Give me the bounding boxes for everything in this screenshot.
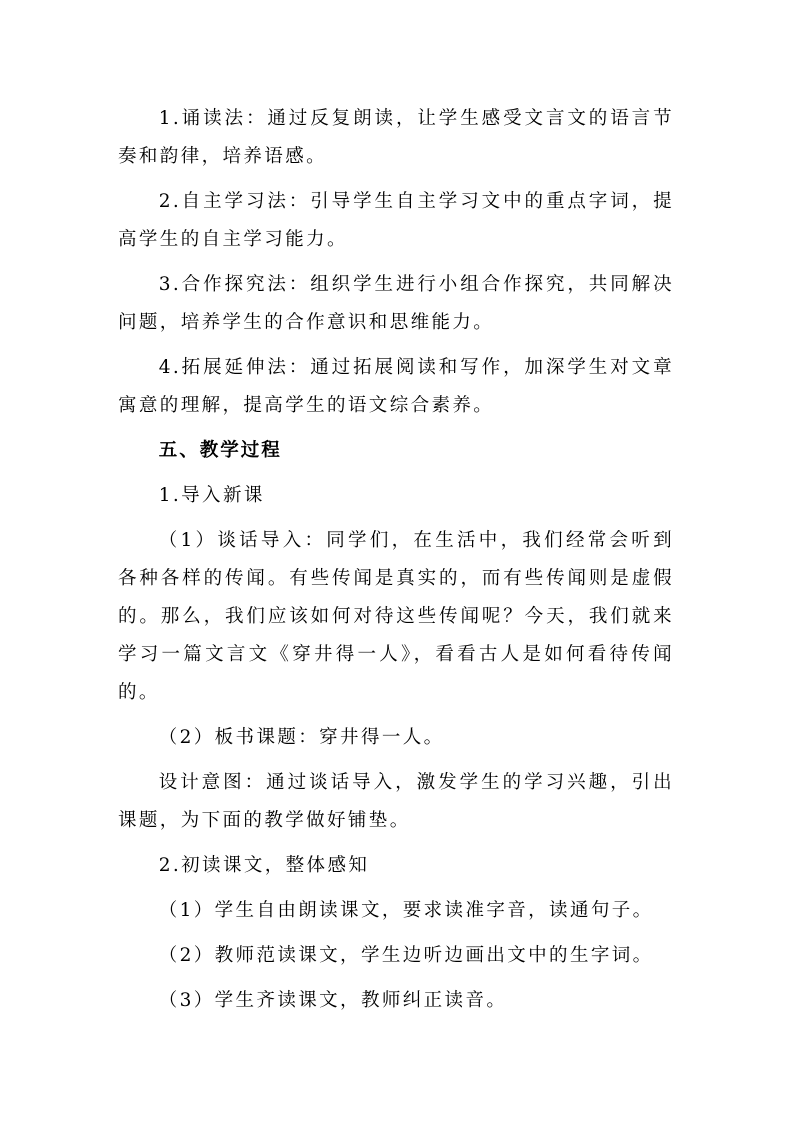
step-2-item-1: （1）学生自由朗读课文，要求读准字音，读通句子。 [158, 900, 654, 921]
section-heading-teaching-process: 五、教学过程 [158, 440, 282, 461]
method-recitation: 1.诵读法：通过反复朗读，让学生感受文言文的语言节奏和韵律，培养语感。 [118, 108, 674, 167]
method-self-study: 2.自主学习法：引导学生自主学习文中的重点字词，提高学生的自主学习能力。 [118, 191, 674, 250]
design-intent: 设计意图：通过谈话导入，激发学生的学习兴趣，引出课题，为下面的教学做好铺垫。 [118, 772, 674, 831]
document-page [118, 100, 674, 1027]
method-extension: 4.拓展延伸法：通过拓展阅读和写作，加深学生对文章寓意的理解，提高学生的语文综合素养。 [118, 357, 674, 416]
step-1-item-2: （2）板书课题：穿井得一人。 [158, 727, 445, 748]
step-2-item-3: （3）学生齐读课文，教师纠正读音。 [158, 990, 508, 1011]
method-cooperative-inquiry: 3.合作探究法：组织学生进行小组合作探究，共同解决问题，培养学生的合作意识和思维能力。 [118, 274, 674, 333]
step-2-item-2: （2）教师范读课文，学生边听边画出文中的生字词。 [158, 945, 654, 966]
step-1-item-1: （1）谈话导入：同学们，在生活中，我们经常会听到各种各样的传闻。有些传闻是真实的，而有些传闻则是虚假的。那么，我们应该如何对待这些传闻呢？今天，我们就来学习一篇文言文《穿井得一人》，看看古人是如何看待传闻的。 [118, 530, 674, 703]
step-1-title: 1.导入新课 [158, 485, 265, 506]
step-2-title: 2.初读课文，整体感知 [158, 855, 370, 876]
